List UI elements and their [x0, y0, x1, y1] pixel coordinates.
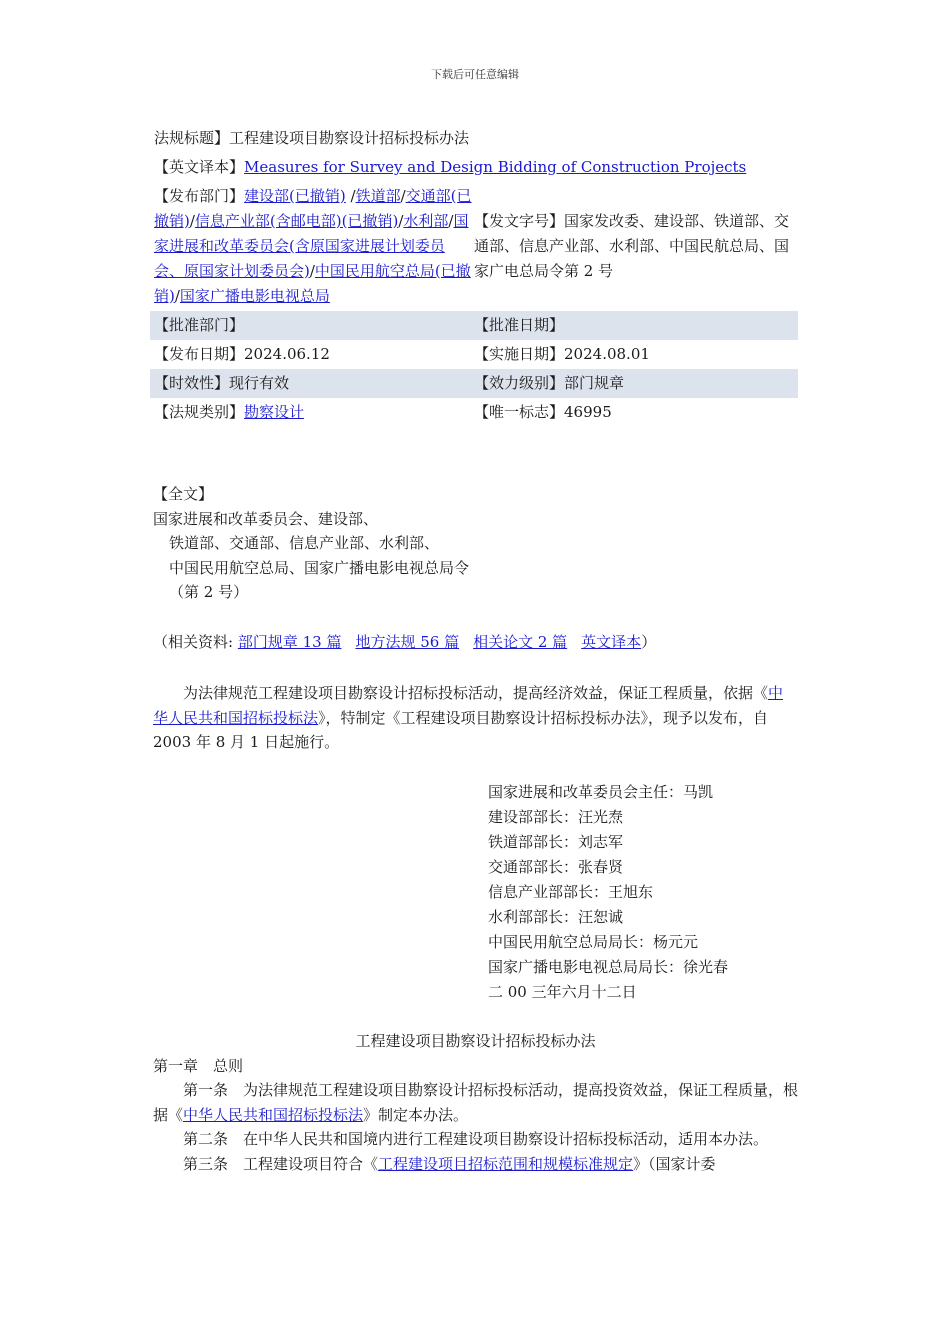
- validity-value: 现行有效: [229, 374, 290, 392]
- decree-line: 铁道部、交通部、信息产业部、水利部、: [169, 534, 440, 552]
- doc-no-cell: [474, 184, 794, 309]
- title-row: [150, 124, 798, 153]
- decree-line: （第 2 号）: [169, 583, 249, 601]
- signature-line: 交通部部长：张春贤: [488, 858, 624, 876]
- category-label: 【法规类别】: [154, 403, 245, 421]
- category-link[interactable]: 勘察设计: [244, 403, 305, 421]
- fulltext-label: 【全文】: [153, 485, 214, 503]
- issuer-link[interactable]: 国家进展和改革委员会(含原国家进展计划委员会、原国家计划委员会): [154, 212, 469, 280]
- validity-row: [150, 369, 798, 398]
- publish-date: 2024.06.12: [244, 345, 330, 363]
- page-header-note: 下载后可任意编辑: [431, 68, 519, 81]
- issuer-label: 【发布部门】: [154, 187, 245, 205]
- effective-date: 2024.08.01: [564, 345, 650, 363]
- related-link[interactable]: 部门规章 13 篇: [237, 633, 342, 651]
- signature-line: 中国民用航空总局局长：杨元元: [488, 933, 699, 951]
- scope-standard-link[interactable]: 工程建设项目招标范围和规模标准规定: [378, 1154, 634, 1173]
- bidding-law-link[interactable]: 中华人民共和国招标投标法: [153, 684, 784, 727]
- regulation-body: [153, 1029, 798, 1176]
- issuer-link[interactable]: 水利部: [403, 212, 449, 230]
- issuer-link[interactable]: 信息产业部(含邮电部)(已撤销): [194, 212, 399, 230]
- doc-no-value: 国家发改委、建设部、铁道部、交通部、信息产业部、水利部、中国民航总局、国家广电总局令第 2 号: [474, 212, 790, 280]
- level-label: 【效力级别】: [474, 374, 565, 392]
- issuer-link[interactable]: 交通部(已撤销): [154, 187, 472, 230]
- related-materials: （相关资料: 部门规章 13 篇 地方法规 56 篇 相关论文 2 篇 英文译本）: [153, 633, 657, 651]
- bidding-law-link[interactable]: 中华人民共和国招标投标法: [183, 1105, 364, 1124]
- doc-no-label: 【发文字号】: [474, 212, 565, 230]
- related-link[interactable]: 相关论文 2 篇: [473, 633, 568, 651]
- related-link[interactable]: 地方法规 56 篇: [355, 633, 460, 651]
- signature-date: 二 00 三年六月十二日: [488, 983, 637, 1001]
- level-value: 部门规章: [564, 374, 625, 392]
- article-2: 第二条 在中华人民共和国境内进行工程建设项目勘察设计招标投标活动，适用本办法。: [183, 1130, 769, 1148]
- approve-dept-label: 【批准部门】: [154, 316, 245, 334]
- issuer-link[interactable]: 中国民用航空总局(已撤销): [154, 262, 471, 305]
- signature-line: 国家进展和改革委员会主任：马凯: [488, 783, 714, 801]
- title-value: 工程建设项目勘察设计招标投标办法: [229, 129, 470, 147]
- english-translation-link[interactable]: Measures for Survey and Design Bidding of Construction Projects: [244, 158, 747, 176]
- signature-block: [488, 780, 728, 1005]
- uid-value: 46995: [564, 403, 612, 421]
- article-1: 第一条 为法律规范工程建设项目勘察设计招标投标活动，提高投资效益，保证工程质量，根据《中华人民共和国招标投标法》制定本办法。: [153, 1081, 799, 1124]
- uid-label: 【唯一标志】: [474, 403, 565, 421]
- date-row: [150, 340, 798, 369]
- signature-line: 水利部部长：汪恕诚: [488, 908, 624, 926]
- issuer-row: [150, 182, 798, 311]
- article-3: 第三条 工程建设项目符合《工程建设项目招标范围和规模标准规定》（国家计委: [183, 1154, 716, 1173]
- related-link[interactable]: 英文译本: [581, 633, 642, 651]
- publish-date-label: 【发布日期】: [154, 345, 245, 363]
- approve-row: [150, 311, 798, 340]
- signature-line: 铁道部部长：刘志军: [488, 833, 624, 851]
- english-label: 【英文译本】: [154, 158, 245, 176]
- signature-line: 信息产业部部长：王旭东: [488, 883, 654, 901]
- issuer-cell: 【发布部门】建设部(已撤销) /铁道部/交通部(已撤销)/信息产业部(含邮电部)(已撤销)/水利部/国家进展和改革委员会(含原国家进展计划委员会、原国家计划委员会)/中国民用航空总局(已撤销)/国家广播电影电视总局: [154, 187, 472, 305]
- decree-line: 中国民用航空总局、国家广播电影电视总局令: [169, 558, 470, 577]
- issuer-link[interactable]: 铁道部: [355, 187, 401, 205]
- decree-line: 国家进展和改革委员会、建设部、: [153, 509, 379, 528]
- law-metadata-table: [150, 124, 798, 427]
- issuer-link[interactable]: 国家广播电影电视总局: [179, 287, 330, 305]
- title-label: 法规标题】: [154, 129, 230, 147]
- approve-date-label: 【批准日期】: [474, 316, 565, 334]
- fulltext-header: [153, 482, 798, 605]
- validity-label: 【时效性】: [154, 374, 230, 392]
- english-row: [150, 153, 798, 182]
- issuer-link[interactable]: 建设部(已撤销): [244, 187, 346, 205]
- chapter-heading: 第一章 总则: [153, 1056, 244, 1075]
- intro-paragraph: 为法律规范工程建设项目勘察设计招标投标活动，提高经济效益，保证工程质量，依据《中华人民共和国招标投标法》，特制定《工程建设项目勘察设计招标投标办法》，现予以发布，自 2003 年 8 月 1 日起施行。: [153, 684, 784, 751]
- signature-line: 国家广播电影电视总局局长：徐光春: [488, 958, 729, 976]
- signature-line: 建设部部长：汪光焘: [488, 808, 624, 826]
- regulation-title: 工程建设项目勘察设计招标投标办法: [355, 1032, 596, 1050]
- effective-date-label: 【实施日期】: [474, 345, 565, 363]
- category-row: [150, 398, 798, 427]
